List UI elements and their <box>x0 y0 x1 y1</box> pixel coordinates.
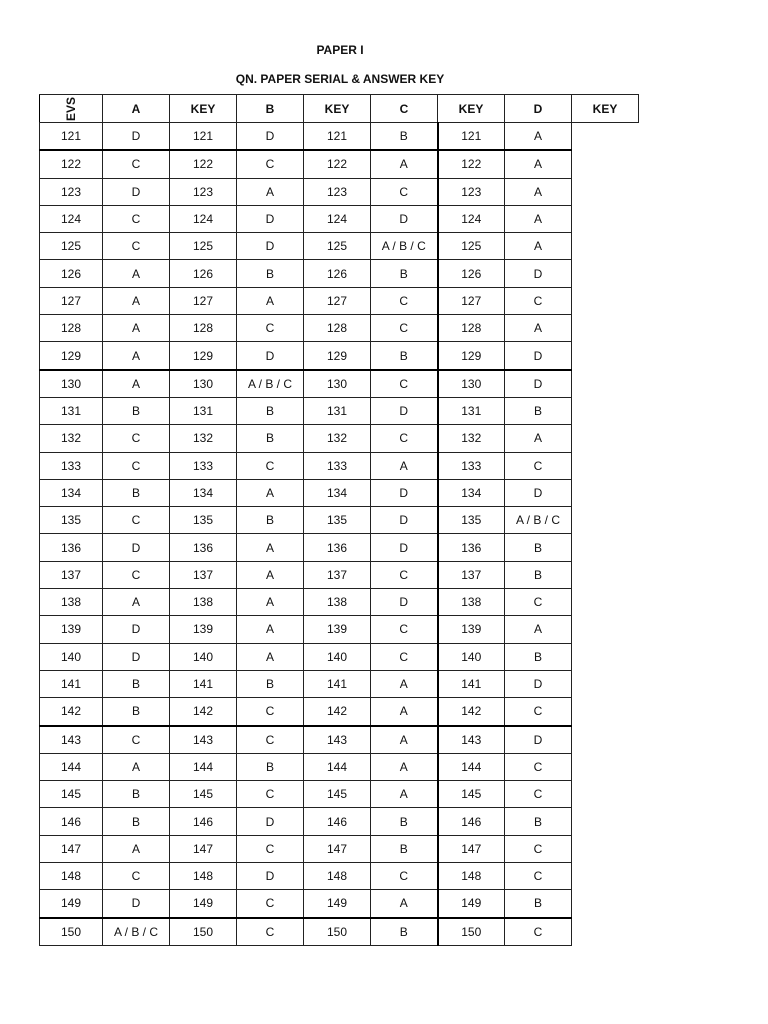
key-a-cell: B <box>103 781 170 808</box>
key-a-cell: A / B / C <box>103 918 170 946</box>
key-b-cell: A <box>237 479 304 506</box>
key-a-cell: A <box>103 342 170 370</box>
key-d-cell: D <box>505 726 572 754</box>
key-d-cell: B <box>505 808 572 835</box>
q-c-cell: 137 <box>304 561 371 588</box>
key-c-cell: C <box>371 178 438 205</box>
table-row <box>40 835 639 862</box>
q-b-cell: 127 <box>170 287 237 314</box>
key-c-cell: A / B / C <box>371 233 438 260</box>
table-row <box>40 589 639 616</box>
key-d-cell: C <box>505 781 572 808</box>
key-d-cell: A / B / C <box>505 507 572 534</box>
key-d-cell: A <box>505 123 572 151</box>
q-b-cell: 141 <box>170 670 237 697</box>
q-d-cell: 127 <box>438 287 505 314</box>
q-b-cell: 122 <box>170 150 237 178</box>
key-d-cell: D <box>505 479 572 506</box>
q-c-cell: 144 <box>304 753 371 780</box>
table-row <box>40 753 639 780</box>
q-b-cell: 136 <box>170 534 237 561</box>
key-a-cell: A <box>103 287 170 314</box>
key-a-cell: C <box>103 205 170 232</box>
q-c-cell: 125 <box>304 233 371 260</box>
key-a-cell: D <box>103 643 170 670</box>
key-b-cell: D <box>237 123 304 151</box>
q-b-cell: 150 <box>170 918 237 946</box>
q-b-cell: 145 <box>170 781 237 808</box>
q-a-cell: 131 <box>40 397 103 424</box>
q-a-cell: 150 <box>40 918 103 946</box>
table-row <box>40 370 639 398</box>
q-b-cell: 147 <box>170 835 237 862</box>
key-b-cell: C <box>237 835 304 862</box>
q-a-cell: 125 <box>40 233 103 260</box>
q-b-cell: 144 <box>170 753 237 780</box>
q-a-cell: 135 <box>40 507 103 534</box>
key-c-cell: A <box>371 698 438 726</box>
key-a-cell: C <box>103 561 170 588</box>
header-row <box>40 95 639 123</box>
key-b-cell: C <box>237 726 304 754</box>
q-d-cell: 121 <box>438 123 505 151</box>
key-c-cell: C <box>371 315 438 342</box>
key-b-cell: D <box>237 808 304 835</box>
q-d-cell: 128 <box>438 315 505 342</box>
key-c-cell: B <box>371 260 438 287</box>
q-d-cell: 139 <box>438 616 505 643</box>
key-b-cell: C <box>237 890 304 918</box>
key-a-cell: A <box>103 260 170 287</box>
table-row <box>40 233 639 260</box>
q-d-cell: 150 <box>438 918 505 946</box>
table-row <box>40 452 639 479</box>
key-a-cell: A <box>103 370 170 398</box>
key-b-cell: C <box>237 698 304 726</box>
q-a-cell: 122 <box>40 150 103 178</box>
q-a-cell: 142 <box>40 698 103 726</box>
header-series-d: D <box>505 95 572 123</box>
q-b-cell: 148 <box>170 863 237 890</box>
table-row <box>40 781 639 808</box>
key-b-cell: B <box>237 397 304 424</box>
q-c-cell: 146 <box>304 808 371 835</box>
q-c-cell: 142 <box>304 698 371 726</box>
q-d-cell: 126 <box>438 260 505 287</box>
key-b-cell: B <box>237 507 304 534</box>
key-b-cell: A <box>237 534 304 561</box>
q-a-cell: 141 <box>40 670 103 697</box>
key-a-cell: C <box>103 425 170 452</box>
q-c-cell: 139 <box>304 616 371 643</box>
table-row <box>40 918 639 946</box>
q-a-cell: 121 <box>40 123 103 151</box>
key-c-cell: C <box>371 643 438 670</box>
q-c-cell: 140 <box>304 643 371 670</box>
key-a-cell: A <box>103 589 170 616</box>
q-d-cell: 122 <box>438 150 505 178</box>
header-key-a: KEY <box>170 95 237 123</box>
q-b-cell: 138 <box>170 589 237 616</box>
q-c-cell: 135 <box>304 507 371 534</box>
key-c-cell: D <box>371 534 438 561</box>
q-b-cell: 125 <box>170 233 237 260</box>
q-d-cell: 132 <box>438 425 505 452</box>
table-row <box>40 150 639 178</box>
q-b-cell: 142 <box>170 698 237 726</box>
table-row <box>40 616 639 643</box>
answer-key-body <box>40 123 639 946</box>
key-d-cell: A <box>505 233 572 260</box>
key-b-cell: D <box>237 863 304 890</box>
q-a-cell: 130 <box>40 370 103 398</box>
q-a-cell: 132 <box>40 425 103 452</box>
key-a-cell: D <box>103 534 170 561</box>
q-a-cell: 139 <box>40 616 103 643</box>
q-b-cell: 133 <box>170 452 237 479</box>
table-row <box>40 397 639 424</box>
q-d-cell: 125 <box>438 233 505 260</box>
q-d-cell: 142 <box>438 698 505 726</box>
key-b-cell: C <box>237 150 304 178</box>
subject-label: EVS <box>63 96 78 121</box>
key-d-cell: C <box>505 863 572 890</box>
key-a-cell: C <box>103 726 170 754</box>
key-b-cell: A / B / C <box>237 370 304 398</box>
key-a-cell: C <box>103 863 170 890</box>
q-b-cell: 123 <box>170 178 237 205</box>
key-c-cell: B <box>371 123 438 151</box>
key-b-cell: C <box>237 918 304 946</box>
key-a-cell: C <box>103 507 170 534</box>
q-c-cell: 136 <box>304 534 371 561</box>
q-c-cell: 145 <box>304 781 371 808</box>
key-c-cell: A <box>371 452 438 479</box>
key-b-cell: A <box>237 561 304 588</box>
key-c-cell: C <box>371 561 438 588</box>
key-c-cell: C <box>371 370 438 398</box>
key-a-cell: A <box>103 753 170 780</box>
paper-subtitle: QN. PAPER SERIAL & ANSWER KEY <box>235 72 445 86</box>
q-d-cell: 130 <box>438 370 505 398</box>
key-a-cell: D <box>103 890 170 918</box>
key-c-cell: A <box>371 670 438 697</box>
q-d-cell: 129 <box>438 342 505 370</box>
q-d-cell: 123 <box>438 178 505 205</box>
key-c-cell: C <box>371 616 438 643</box>
q-b-cell: 134 <box>170 479 237 506</box>
q-b-cell: 146 <box>170 808 237 835</box>
q-d-cell: 147 <box>438 835 505 862</box>
q-d-cell: 137 <box>438 561 505 588</box>
table-row <box>40 315 639 342</box>
q-c-cell: 143 <box>304 726 371 754</box>
q-c-cell: 134 <box>304 479 371 506</box>
q-a-cell: 138 <box>40 589 103 616</box>
key-c-cell: A <box>371 753 438 780</box>
key-b-cell: B <box>237 753 304 780</box>
key-a-cell: A <box>103 315 170 342</box>
q-b-cell: 149 <box>170 890 237 918</box>
key-a-cell: C <box>103 233 170 260</box>
key-b-cell: A <box>237 589 304 616</box>
key-a-cell: B <box>103 670 170 697</box>
q-a-cell: 136 <box>40 534 103 561</box>
q-d-cell: 133 <box>438 452 505 479</box>
key-a-cell: C <box>103 150 170 178</box>
key-b-cell: D <box>237 342 304 370</box>
header-key-d: KEY <box>572 95 639 123</box>
q-a-cell: 144 <box>40 753 103 780</box>
q-d-cell: 144 <box>438 753 505 780</box>
q-d-cell: 146 <box>438 808 505 835</box>
q-a-cell: 140 <box>40 643 103 670</box>
q-a-cell: 134 <box>40 479 103 506</box>
key-c-cell: C <box>371 425 438 452</box>
key-b-cell: A <box>237 616 304 643</box>
key-c-cell: D <box>371 589 438 616</box>
key-a-cell: D <box>103 123 170 151</box>
table-row <box>40 698 639 726</box>
key-d-cell: A <box>505 150 572 178</box>
key-b-cell: C <box>237 452 304 479</box>
header-key-b: KEY <box>304 95 371 123</box>
q-d-cell: 134 <box>438 479 505 506</box>
q-b-cell: 128 <box>170 315 237 342</box>
q-b-cell: 143 <box>170 726 237 754</box>
key-c-cell: C <box>371 863 438 890</box>
key-c-cell: D <box>371 507 438 534</box>
q-d-cell: 138 <box>438 589 505 616</box>
key-a-cell: C <box>103 452 170 479</box>
key-d-cell: C <box>505 753 572 780</box>
key-d-cell: C <box>505 918 572 946</box>
key-b-cell: D <box>237 233 304 260</box>
key-c-cell: A <box>371 726 438 754</box>
q-a-cell: 133 <box>40 452 103 479</box>
q-b-cell: 139 <box>170 616 237 643</box>
subject-cell <box>40 95 103 123</box>
header-series-b: B <box>237 95 304 123</box>
key-d-cell: C <box>505 452 572 479</box>
key-b-cell: B <box>237 260 304 287</box>
key-b-cell: C <box>237 781 304 808</box>
key-d-cell: B <box>505 561 572 588</box>
table-row <box>40 534 639 561</box>
q-d-cell: 136 <box>438 534 505 561</box>
q-d-cell: 124 <box>438 205 505 232</box>
q-a-cell: 137 <box>40 561 103 588</box>
table-row <box>40 808 639 835</box>
q-d-cell: 141 <box>438 670 505 697</box>
q-c-cell: 129 <box>304 342 371 370</box>
key-d-cell: D <box>505 260 572 287</box>
table-row <box>40 561 639 588</box>
table-row <box>40 890 639 918</box>
q-a-cell: 129 <box>40 342 103 370</box>
header-series-c: C <box>371 95 438 123</box>
key-b-cell: A <box>237 643 304 670</box>
q-c-cell: 148 <box>304 863 371 890</box>
key-c-cell: D <box>371 205 438 232</box>
table-row <box>40 425 639 452</box>
key-c-cell: B <box>371 808 438 835</box>
key-c-cell: C <box>371 287 438 314</box>
q-b-cell: 135 <box>170 507 237 534</box>
table-row <box>40 287 639 314</box>
q-c-cell: 122 <box>304 150 371 178</box>
q-c-cell: 147 <box>304 835 371 862</box>
q-b-cell: 126 <box>170 260 237 287</box>
q-c-cell: 131 <box>304 397 371 424</box>
key-c-cell: A <box>371 150 438 178</box>
q-c-cell: 138 <box>304 589 371 616</box>
q-b-cell: 129 <box>170 342 237 370</box>
q-b-cell: 137 <box>170 561 237 588</box>
q-a-cell: 127 <box>40 287 103 314</box>
key-a-cell: D <box>103 178 170 205</box>
q-c-cell: 150 <box>304 918 371 946</box>
q-c-cell: 133 <box>304 452 371 479</box>
q-a-cell: 146 <box>40 808 103 835</box>
key-c-cell: D <box>371 397 438 424</box>
q-d-cell: 131 <box>438 397 505 424</box>
q-b-cell: 130 <box>170 370 237 398</box>
table-row <box>40 479 639 506</box>
key-d-cell: C <box>505 835 572 862</box>
key-b-cell: C <box>237 315 304 342</box>
key-c-cell: B <box>371 835 438 862</box>
key-d-cell: B <box>505 643 572 670</box>
q-d-cell: 148 <box>438 863 505 890</box>
key-b-cell: D <box>237 205 304 232</box>
answer-key-table <box>39 94 639 946</box>
key-d-cell: B <box>505 890 572 918</box>
key-a-cell: B <box>103 698 170 726</box>
q-a-cell: 123 <box>40 178 103 205</box>
key-d-cell: C <box>505 698 572 726</box>
key-b-cell: B <box>237 670 304 697</box>
table-row <box>40 726 639 754</box>
key-d-cell: A <box>505 616 572 643</box>
table-row <box>40 342 639 370</box>
key-c-cell: D <box>371 479 438 506</box>
q-d-cell: 145 <box>438 781 505 808</box>
key-b-cell: A <box>237 178 304 205</box>
q-c-cell: 127 <box>304 287 371 314</box>
q-d-cell: 140 <box>438 643 505 670</box>
q-c-cell: 141 <box>304 670 371 697</box>
key-d-cell: A <box>505 205 572 232</box>
q-a-cell: 148 <box>40 863 103 890</box>
q-a-cell: 126 <box>40 260 103 287</box>
key-d-cell: C <box>505 287 572 314</box>
key-d-cell: B <box>505 397 572 424</box>
q-b-cell: 131 <box>170 397 237 424</box>
key-b-cell: B <box>237 425 304 452</box>
table-row <box>40 643 639 670</box>
q-d-cell: 143 <box>438 726 505 754</box>
key-d-cell: A <box>505 425 572 452</box>
q-a-cell: 147 <box>40 835 103 862</box>
table-row <box>40 260 639 287</box>
q-c-cell: 149 <box>304 890 371 918</box>
table-row <box>40 670 639 697</box>
q-a-cell: 143 <box>40 726 103 754</box>
key-c-cell: A <box>371 890 438 918</box>
q-c-cell: 130 <box>304 370 371 398</box>
key-a-cell: D <box>103 616 170 643</box>
key-c-cell: A <box>371 781 438 808</box>
q-b-cell: 140 <box>170 643 237 670</box>
q-c-cell: 121 <box>304 123 371 151</box>
q-a-cell: 128 <box>40 315 103 342</box>
q-a-cell: 124 <box>40 205 103 232</box>
q-c-cell: 124 <box>304 205 371 232</box>
table-row <box>40 863 639 890</box>
q-a-cell: 149 <box>40 890 103 918</box>
table-row <box>40 178 639 205</box>
q-b-cell: 124 <box>170 205 237 232</box>
key-d-cell: D <box>505 342 572 370</box>
q-c-cell: 132 <box>304 425 371 452</box>
key-d-cell: A <box>505 315 572 342</box>
key-c-cell: B <box>371 342 438 370</box>
key-a-cell: A <box>103 835 170 862</box>
q-c-cell: 128 <box>304 315 371 342</box>
q-c-cell: 126 <box>304 260 371 287</box>
table-row <box>40 123 639 151</box>
key-a-cell: B <box>103 808 170 835</box>
q-d-cell: 135 <box>438 507 505 534</box>
q-d-cell: 149 <box>438 890 505 918</box>
table-row <box>40 205 639 232</box>
q-b-cell: 121 <box>170 123 237 151</box>
key-a-cell: B <box>103 397 170 424</box>
key-c-cell: B <box>371 918 438 946</box>
key-a-cell: B <box>103 479 170 506</box>
q-c-cell: 123 <box>304 178 371 205</box>
key-b-cell: A <box>237 287 304 314</box>
q-b-cell: 132 <box>170 425 237 452</box>
key-d-cell: D <box>505 670 572 697</box>
paper-title: PAPER I <box>316 43 364 57</box>
table-row <box>40 507 639 534</box>
header-series-a: A <box>103 95 170 123</box>
key-d-cell: C <box>505 589 572 616</box>
key-d-cell: B <box>505 534 572 561</box>
key-d-cell: A <box>505 178 572 205</box>
q-a-cell: 145 <box>40 781 103 808</box>
header-key-c: KEY <box>438 95 505 123</box>
key-d-cell: D <box>505 370 572 398</box>
